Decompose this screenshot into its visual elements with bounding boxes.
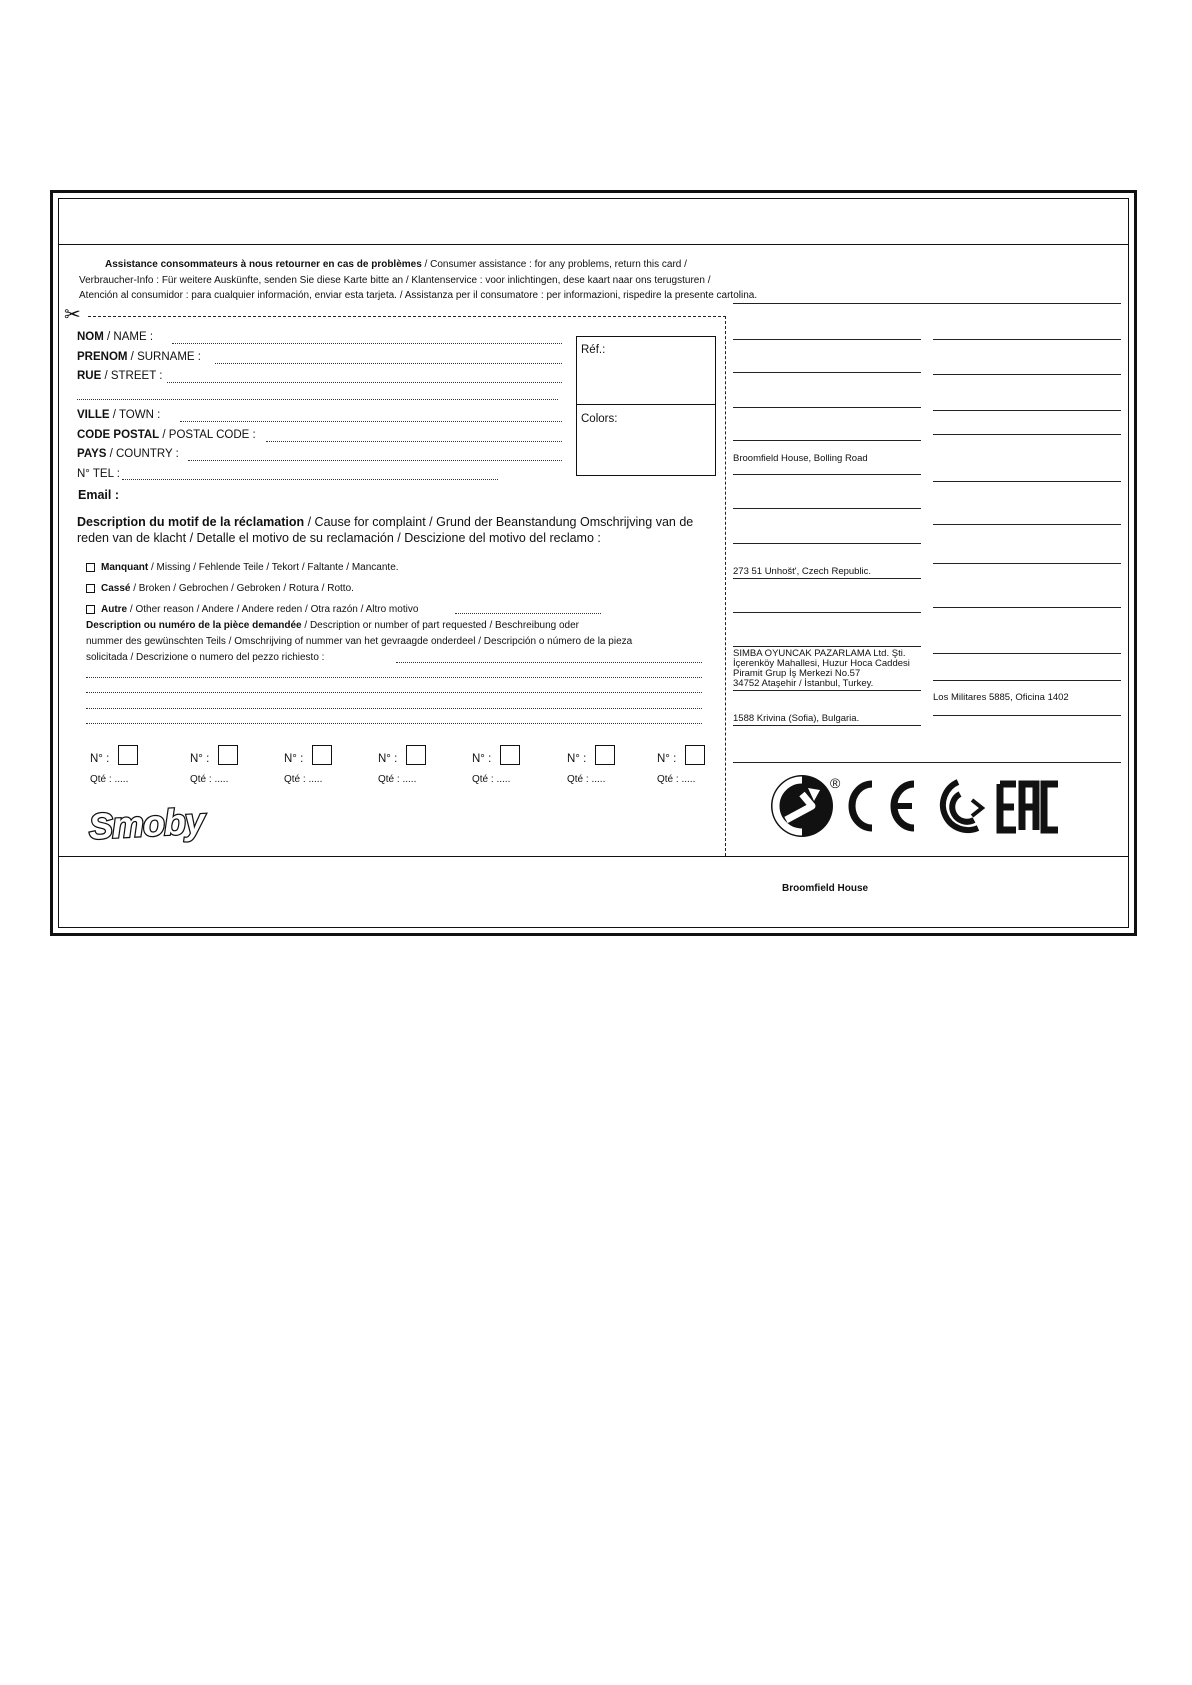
broken-checkbox[interactable]	[86, 584, 95, 593]
address-line	[933, 653, 1121, 654]
address-line	[733, 646, 921, 647]
broken-option-label: Cassé / Broken / Gebrochen / Gebroken / Rotura / Rotto.	[101, 583, 354, 594]
ref-colors-divider	[576, 404, 716, 405]
smoby-logo	[86, 798, 216, 848]
part-description-field[interactable]	[396, 662, 702, 663]
eac-mark-icon	[1000, 784, 1058, 830]
scissors-icon: ✂	[64, 304, 81, 326]
part-number-box[interactable]	[312, 745, 332, 765]
street-field-line-2[interactable]	[77, 399, 558, 400]
street-field[interactable]	[167, 382, 562, 383]
address-line	[933, 715, 1121, 716]
address-line	[933, 481, 1121, 482]
part-number-box[interactable]	[218, 745, 238, 765]
uk-address: Broomfield House, Bolling Road	[733, 453, 868, 464]
part-description-field-2[interactable]	[86, 677, 702, 678]
missing-checkbox[interactable]	[86, 563, 95, 572]
name-field[interactable]	[172, 343, 562, 344]
other-reason-checkbox[interactable]	[86, 605, 95, 614]
address-line	[733, 612, 921, 613]
quantity-label-text: Qté :	[190, 774, 212, 785]
other-reason-label: Autre / Other reason / Andere / Andere reden / Otra razón / Altro motivo	[101, 604, 419, 615]
ce-mark-icon	[852, 784, 914, 828]
tel-label: N° TEL :	[77, 468, 120, 480]
street-label: RUE / STREET :	[77, 370, 163, 382]
bg-address: 1588 Krivina (Sofia), Bulgaria.	[733, 713, 860, 724]
missing-option-label: Manquant / Missing / Fehlende Teile / Tekort / Faltante / Mancante.	[101, 562, 399, 573]
quantity-field[interactable]: .....	[591, 774, 606, 785]
tr-address-line-3: Piramit Grup İş Merkezi No.57	[733, 668, 861, 679]
address-line	[733, 303, 1121, 304]
footer-text: Broomfield House	[782, 883, 869, 894]
header-line-3: Atención al consumidor : para cualquier información, enviar esta tarjeta. / Assistanza per il consumatore : per informazioni, rispedire la presente cartolina.	[79, 290, 758, 301]
part-number-label: N° :	[472, 753, 492, 765]
cut-line-vertical	[725, 316, 726, 856]
header-line-1-rest: / Consumer assistance : for any problems, return this card /	[421, 259, 687, 270]
surname-field[interactable]	[215, 363, 562, 364]
quantity-label-text: Qté :	[90, 774, 112, 785]
green-dot-recycle-icon	[771, 775, 833, 837]
bottom-band-divider	[58, 856, 1129, 857]
address-line	[733, 339, 921, 340]
town-field[interactable]	[180, 421, 562, 422]
cz-address: 273 51 Unhošt', Czech Republic.	[733, 566, 872, 577]
address-line	[933, 339, 1121, 340]
part-number-label: N° :	[657, 753, 677, 765]
quantity-field[interactable]: .....	[681, 774, 696, 785]
part-description-field-4[interactable]	[86, 708, 702, 709]
address-line	[733, 543, 921, 544]
postal-code-field[interactable]	[266, 441, 562, 442]
quantity-field[interactable]: .....	[114, 774, 129, 785]
quantity-label	[284, 773, 322, 787]
address-line	[933, 374, 1121, 375]
part-number-label: N° :	[567, 753, 587, 765]
colors-label: Colors:	[581, 413, 618, 425]
address-line	[933, 524, 1121, 525]
quantity-label	[90, 773, 128, 787]
quantity-field[interactable]: .....	[214, 774, 229, 785]
complaint-title-line-2: reden van de klacht / Detalle el motivo de su reclamación / Descizione del motivo del reclamo :	[77, 531, 601, 545]
part-description-title: Description ou numéro de la pièce demandée / Description or number of part requested / Beschreibung oder	[86, 620, 579, 631]
address-line	[733, 407, 921, 408]
top-band-divider	[58, 244, 1129, 245]
part-description-line-2: nummer des gewünschten Teils / Omschrijving of nummer van het gevraagde onderdeel / Descripción o número de la pieza	[86, 636, 633, 647]
quantity-field[interactable]: .....	[402, 774, 417, 785]
address-line	[933, 607, 1121, 608]
address-line	[933, 680, 1121, 681]
surname-label: PRENOM / SURNAME :	[77, 351, 201, 363]
part-number-box[interactable]	[685, 745, 705, 765]
tr-address-line-1: SIMBA OYUNCAK PAZARLAMA Ltd. Şti.	[733, 648, 906, 659]
header-line-1-bold: Assistance consommateurs à nous retourner en cas de problèmes	[105, 259, 422, 270]
address-line	[733, 690, 921, 691]
quantity-label	[657, 773, 695, 787]
name-label: NOM / NAME :	[77, 331, 154, 343]
quantity-label	[190, 773, 228, 787]
address-line	[733, 725, 921, 726]
country-field[interactable]	[188, 460, 562, 461]
other-reason-field[interactable]	[455, 613, 601, 614]
address-line	[733, 762, 1121, 763]
registered-mark: ®	[830, 775, 841, 791]
part-description-line-3: solicitada / Descrizione o numero del pezzo richiesto :	[86, 652, 325, 663]
quantity-field[interactable]: .....	[496, 774, 511, 785]
part-number-label: N° :	[90, 753, 110, 765]
ref-label: Réf.:	[581, 344, 606, 356]
quantity-label-text: Qté :	[472, 774, 494, 785]
part-number-box[interactable]	[500, 745, 520, 765]
part-description-field-5[interactable]	[86, 723, 702, 724]
tr-address-line-2: İçerenköy Mahallesi, Huzur Hoca Caddesi	[733, 658, 910, 669]
quantity-label-text: Qté :	[284, 774, 306, 785]
tel-field[interactable]	[122, 479, 498, 480]
ref-colors-box	[576, 336, 716, 476]
tr-address-line-4: 34752 Ataşehir / İstanbul, Turkey.	[733, 678, 874, 689]
svg-text:Smoby: Smoby	[87, 799, 205, 847]
address-line	[933, 410, 1121, 411]
country-label: PAYS / COUNTRY :	[77, 448, 179, 460]
quantity-label	[567, 773, 605, 787]
quantity-label	[378, 773, 416, 787]
part-number-box[interactable]	[595, 745, 615, 765]
address-line	[733, 440, 921, 441]
part-number-label: N° :	[190, 753, 210, 765]
quantity-label	[472, 773, 510, 787]
ukrainian-mark-icon	[943, 782, 982, 830]
cut-line-horizontal	[88, 316, 726, 317]
part-number-label: N° :	[284, 753, 304, 765]
address-line	[933, 434, 1121, 435]
town-label: VILLE / TOWN :	[77, 409, 161, 421]
address-line	[733, 372, 921, 373]
quantity-label-text: Qté :	[657, 774, 679, 785]
address-line	[933, 563, 1121, 564]
header-line-1	[105, 258, 687, 272]
part-description-field-3[interactable]	[86, 692, 702, 693]
complaint-title: Description du motif de la réclamation / Cause for complaint / Grund der Beanstandung Omschrijving van de	[77, 515, 694, 529]
part-number-label: N° :	[378, 753, 398, 765]
address-line	[733, 508, 921, 509]
part-number-box[interactable]	[118, 745, 138, 765]
quantity-label-text: Qté :	[378, 774, 400, 785]
certification-marks	[768, 770, 1068, 842]
address-line	[733, 474, 921, 475]
part-number-box[interactable]	[406, 745, 426, 765]
cl-address: Los Militares 5885, Oficina 1402	[933, 692, 1069, 703]
quantity-field[interactable]: .....	[308, 774, 323, 785]
email-label: Email :	[78, 488, 119, 502]
postal-code-label: CODE POSTAL / POSTAL CODE :	[77, 429, 256, 441]
header-line-2: Verbraucher-Info : Für weitere Auskünfte, senden Sie diese Karte bitte an / Klantenservice : voor inlichtingen, dese kaart naar ons terugsturen /	[79, 275, 711, 286]
address-line	[733, 578, 921, 579]
quantity-label-text: Qté :	[567, 774, 589, 785]
